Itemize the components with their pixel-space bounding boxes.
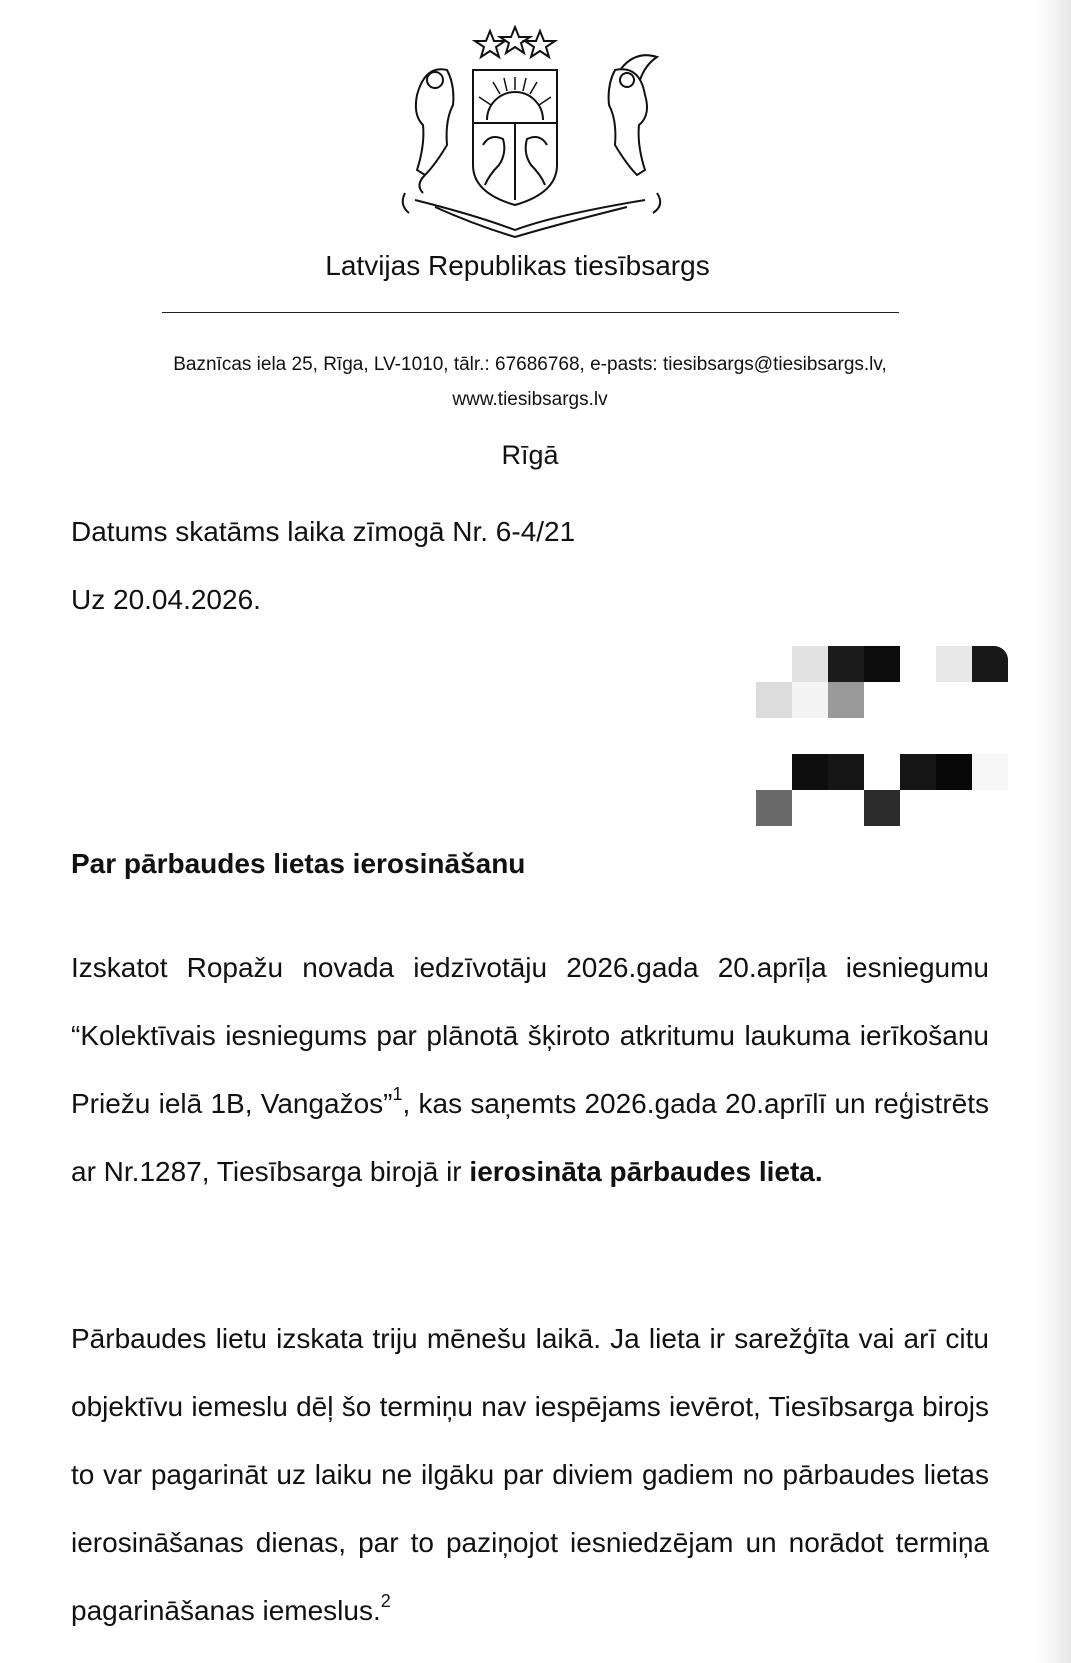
coat-of-arms-emblem — [395, 25, 670, 240]
footnote-ref-1: 1 — [392, 1083, 403, 1104]
paragraph1-bold-text: ierosināta pārbaudes lieta. — [469, 1156, 823, 1187]
address-line: Baznīcas iela 25, Rīga, LV-1010, tālr.: 67686768, e-pasts: tiesibsargs@tiesibsargs.lv, — [173, 354, 887, 375]
website-line: www.tiesibsargs.lv — [452, 389, 608, 410]
header-divider — [162, 312, 899, 313]
reply-to-reference: Uz 20.04.2026. — [71, 584, 261, 615]
organization-name: Latvijas Republikas tiesībsargs — [325, 250, 710, 281]
paragraph1-text-b: , kas saņemts 2026.gada 20.aprīlī un reģistrēts ar Nr.1287, Tiesībsarga birojā ir — [71, 1088, 989, 1187]
redacted-recipient-line-1 — [756, 646, 1008, 718]
footnote-ref-2: 2 — [380, 1590, 391, 1611]
date-reference: Datums skatāms laika zīmogā Nr. 6-4/21 — [71, 516, 576, 547]
letter-subject: Par pārbaudes lietas ierosināšanu — [71, 848, 526, 879]
redacted-recipient-line-2 — [756, 754, 1008, 826]
body-paragraph-2 — [71, 1305, 989, 1645]
paragraph1-text-a: Izskatot Ropažu novada iedzīvotāju 2026.gada 20.aprīļa iesniegumu “Kolektīvais iesniegums par plānotā šķiroto atkritumu laukuma ierīkošanu Priežu ielā 1B, Vangažos” — [71, 952, 989, 1119]
paragraph2-text: Pārbaudes lietu izskata triju mēnešu laikā. Ja lieta ir sarežģīta vai arī citu objektīvu iemeslu dēļ šo termiņu nav iespējams ievērot, Tiesībsarga birojs to var pagarināt uz laiku ne ilgāku par diviem gadiem no pārbaudes lietas ierosināšanas dienas, par to paziņojot iesniedzējam un norādot termiņa pagarināšanas iemeslus. — [71, 1323, 989, 1626]
body-paragraph-1 — [71, 934, 989, 1206]
page-edge-shadow — [1035, 0, 1071, 1663]
city-line: Rīgā — [501, 440, 559, 470]
